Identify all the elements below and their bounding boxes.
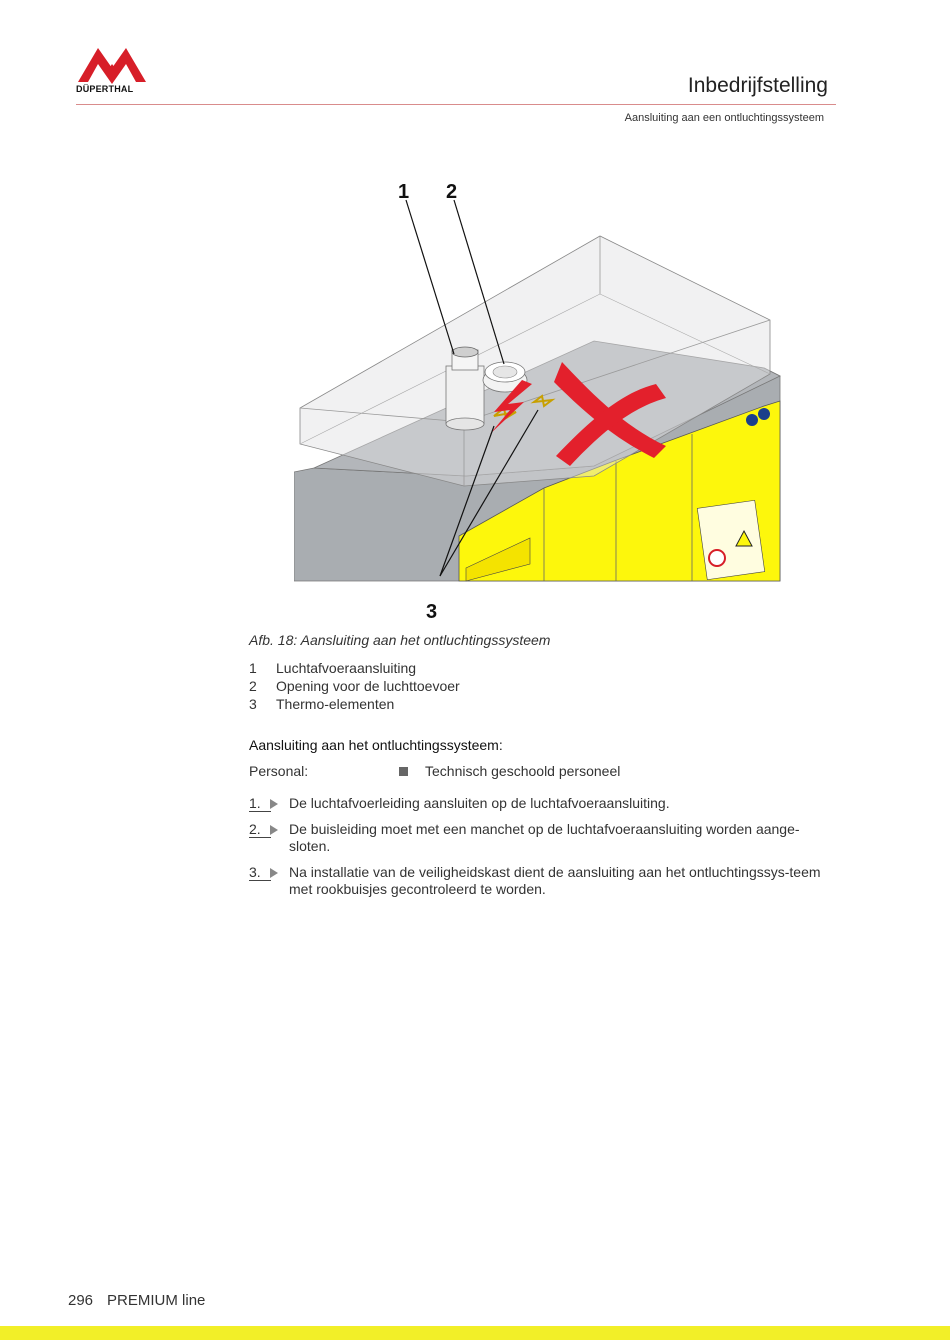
footer-band <box>0 1326 950 1340</box>
step-text: De buisleiding moet met een manchet op de luchtafvoeraansluiting worden aange-sloten. <box>289 821 800 854</box>
legend-item: 2 Opening voor de luchttoevoer <box>249 678 460 694</box>
callout-1: 1 <box>398 181 410 203</box>
figure-legend <box>249 659 460 713</box>
step-number: 3. <box>249 864 271 881</box>
page-title: Inbedrijfstelling <box>687 74 828 97</box>
personnel-label: Personal: <box>249 763 309 779</box>
personnel-row <box>249 763 849 779</box>
legend-item: 3 Thermo-elementen <box>249 696 395 712</box>
step-text: Na installatie van de veiligheidskast dient de aansluiting aan het ontluchtingssys-teem met rookbuisjes gecontroleerd te worden. <box>289 864 821 897</box>
square-bullet-icon <box>399 767 408 776</box>
step-number: 2. <box>249 821 271 838</box>
step-text: De luchtafvoerleiding aansluiten op de luchtafvoeraansluiting. <box>289 795 670 811</box>
section-heading: Aansluiting aan het ontluchtingssysteem: <box>249 737 503 753</box>
page-subtitle: Aansluiting aan een ontluchtingssysteem <box>624 112 824 124</box>
arrow-right-icon <box>270 868 278 878</box>
page-number: 296 <box>68 1292 94 1309</box>
arrow-right-icon <box>270 825 278 835</box>
callout-3: 3 <box>426 601 438 622</box>
page-footer <box>68 1292 205 1309</box>
instruction-steps <box>249 795 839 907</box>
legend-item: 1 Luchtafvoeraansluiting <box>249 660 417 676</box>
step-item <box>249 795 839 812</box>
callout-2: 2 <box>446 181 458 203</box>
logo-text: DÜPERTHAL <box>76 84 134 94</box>
step-item <box>249 821 839 855</box>
product-line: PREMIUM line <box>107 1292 206 1309</box>
step-item <box>249 864 839 898</box>
step-number: 1. <box>249 795 271 812</box>
header-divider <box>76 104 836 105</box>
arrow-right-icon <box>270 799 278 809</box>
figure-caption: Afb. 18: Aansluiting aan het ontluchtingssysteem <box>249 632 551 648</box>
cabinet-illustration <box>294 176 782 622</box>
personnel-value: Technisch geschoold personeel <box>425 763 621 779</box>
